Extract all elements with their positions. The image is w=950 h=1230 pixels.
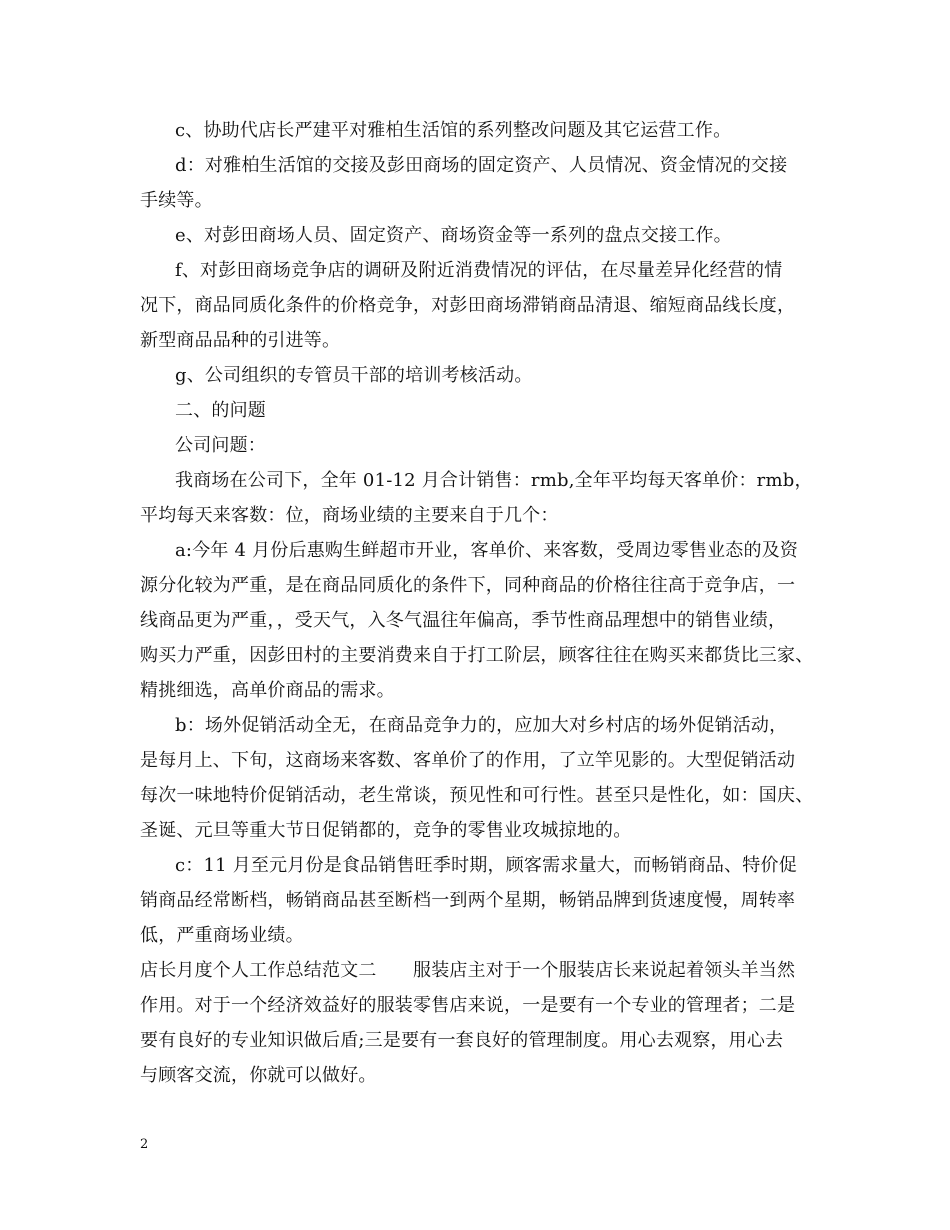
paragraph-line: 新型商品品种的引进等。	[140, 330, 341, 351]
paragraph-line: 况下，商品同质化条件的价格竞争，对彭田商场滞销商品清退、缩短商品线长度，	[140, 295, 796, 316]
paragraph-line: g、公司组织的专管员干部的培训考核活动。	[175, 365, 533, 386]
paragraph-line: d：对雅柏生活馆的交接及彭田商场的固定资产、人员情况、资金情况的交接	[175, 155, 788, 176]
paragraph-line: 与顾客交流，你就可以做好。	[140, 1065, 377, 1086]
document-body	[140, 113, 820, 1093]
paragraph-line: e、对彭田商场人员、固定资产、商场资金等一系列的盘点交接工作。	[175, 225, 732, 246]
paragraph-line: 平均每天来客数：位，商场业绩的主要来自于几个：	[140, 505, 559, 526]
section-heading: 二、的问题	[175, 400, 266, 421]
subsection-heading: 公司问题：	[175, 435, 266, 456]
paragraph-line: 购买力严重，因彭田村的主要消费来自于打工阶层，顾客往往在购买来都货比三家、	[140, 645, 814, 666]
paragraph-line: c：11 月至元月份是食品销售旺季时期，顾客需求量大，而畅销商品、特价促	[175, 855, 797, 876]
paragraph-line: 每次一味地特价促销活动，老生常谈，预见性和可行性。甚至只是性化，如：国庆、	[140, 785, 814, 806]
paragraph-line: 店长月度个人工作总结范文二 服装店主对于一个服装店长来说起着领头羊当然	[140, 960, 796, 981]
paragraph-line: 作用。对于一个经济效益好的服装零售店来说，一是要有一个专业的管理者；二是	[140, 995, 796, 1016]
paragraph-line: 要有良好的专业知识做后盾;三是要有一套良好的管理制度。用心去观察，用心去	[140, 1030, 784, 1051]
paragraph-line: a:今年 4 月份后惠购生鲜超市开业，客单价、来客数，受周边零售业态的及资	[175, 540, 799, 561]
paragraph-line: 圣诞、元旦等重大节日促销都的，竞争的零售业攻城掠地的。	[140, 820, 632, 841]
paragraph-line: b：场外促销活动全无，在商品竞争力的，应加大对乡村店的场外促销活动，	[175, 715, 788, 736]
paragraph-line: 线商品更为严重，，受天气，入冬气温往年偏高，季节性商品理想中的销售业绩，	[140, 610, 787, 631]
paragraph-line: 是每月上、下旬，这商场来客数、客单价了的作用，了立竿见影的。大型促销活动	[140, 750, 796, 771]
paragraph-line: 销商品经常断档，畅销商品甚至断档一到两个星期，畅销品牌到货速度慢，周转率	[140, 890, 796, 911]
paragraph-line: 低，严重商场业绩。	[140, 925, 304, 946]
paragraph-line: c、协助代店长严建平对雅柏生活馆的系列整改问题及其它运营工作。	[175, 120, 732, 141]
paragraph-line: 我商场在公司下，全年 01-12 月合计销售：rmb,全年平均每天客单价：rmb，	[175, 470, 813, 491]
page-number: 2	[140, 1137, 149, 1152]
paragraph-line: f、对彭田商场竞争店的调研及附近消费情况的评估，在尽量差异化经营的情	[175, 260, 783, 281]
paragraph-line: 手续等。	[140, 190, 213, 211]
paragraph-line: 精挑细选，高单价商品的需求。	[140, 680, 395, 701]
paragraph-line: 源分化较为严重，是在商品同质化的条件下，同种商品的价格往往高于竞争店，一	[140, 575, 796, 596]
